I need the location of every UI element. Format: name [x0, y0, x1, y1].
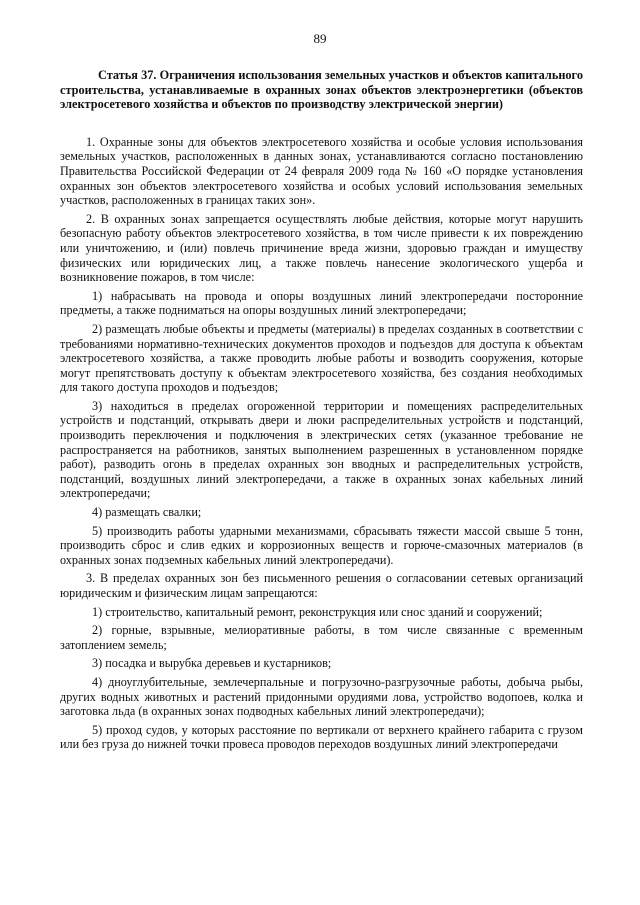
list-item: 1) строительство, капитальный ремонт, реконструкция или снос зданий и сооружений; [92, 604, 543, 619]
list-item: 1) набрасывать на провода и опоры воздушных линий электропередачи посторонние предметы, а также подниматься на опоры воздушных линий электропередачи; [60, 288, 583, 318]
list-item: 3) находиться в пределах огороженной территории и помещениях распределительных устройств и подстанций, открывать двери и люки распределительных устройств и подстанций, производить переключения и подключения в электрических сетях (указанное требование не распространяется на работников, занятых выполнением разрешенных в установленном порядке работ), разводить огонь в пределах охранных зон вводных и распределительных устройств, подстанций, воздушных линий электропередачи, а также в охранных зонах кабельных линий электропередачи; [60, 398, 583, 501]
paragraph-1: 1. Охранные зоны для объектов электросетевого хозяйства и особые условия использования земельных участков, расположенных в данных зонах, устанавливаются согласно постановлению Правительства Российской Федерации от 24 февраля 2009 года № 160 «О порядке установления охранных зон объектов электросетевого хозяйства и особых условий использования земельных участков, расположенных в границах таких зон». [60, 134, 583, 208]
paragraph-3: 3. В пределах охранных зон без письменного решения о согласовании сетевых организаций юридическим и физическим лицам запрещаются: [60, 571, 583, 600]
list-item: 4) размещать свалки; [92, 505, 202, 520]
list-item: 2) горные, взрывные, мелиоративные работы, в том числе связанные с временным затоплением земель; [60, 623, 583, 652]
paragraph-2: 2. В охранных зонах запрещается осуществлять любые действия, которые могут нарушить безопасную работу объектов электросетевого хозяйства, в том числе привести к их повреждению или уничтожению, и (или) повлечь причинение вреда жизни, здоровью граждан и имуществу физических или юридических лиц, а также повлечь нанесение экологического ущерба и возникновение пожаров, в том числе: [60, 211, 583, 285]
list-item: 5) проход судов, у которых расстояние по вертикали от верхнего крайнего габарита с грузом или без груза до нижней точки провеса проводов переходов воздушных линий электропередачи [60, 722, 583, 752]
list-item: 2) размещать любые объекты и предметы (материалы) в пределах созданных в соответствии с требованиями нормативно-технических документов проходов и подъездов для доступа к объектам электросетевого хозяйства, а также проводить любые работы и возводить сооружения, которые могут препятствовать доступу к объектам электросетевого хозяйства, без создания необходимых для такого доступа проходов и подъездов; [60, 321, 583, 395]
page-number: 89 [313, 31, 327, 46]
article-heading: Статья 37. Ограничения использования земельных участков и объектов капитального строительства, устанавливаемые в охранных зонах объектов электроэнергетики (объектов электросетевого хозяйства и объектов по производству электрической энергии) [60, 68, 583, 112]
document-body [60, 68, 583, 756]
list-item: 4) дноуглубительные, землечерпальные и погрузочно-разгрузочные работы, добыча рыбы, других водных животных и растений придонными орудиями лова, устройство водопоев, колка и заготовка льда (в охранных зонах подводных кабельных линий электропередачи); [60, 674, 583, 719]
list-item: 5) производить работы ударными механизмами, сбрасывать тяжести массой свыше 5 тонн, производить сброс и слив едких и коррозионных веществ и горюче-смазочных материалов (в охранных зонах подземных кабельных линий электропередачи). [60, 523, 583, 567]
list-item: 3) посадка и вырубка деревьев и кустарников; [92, 656, 332, 671]
